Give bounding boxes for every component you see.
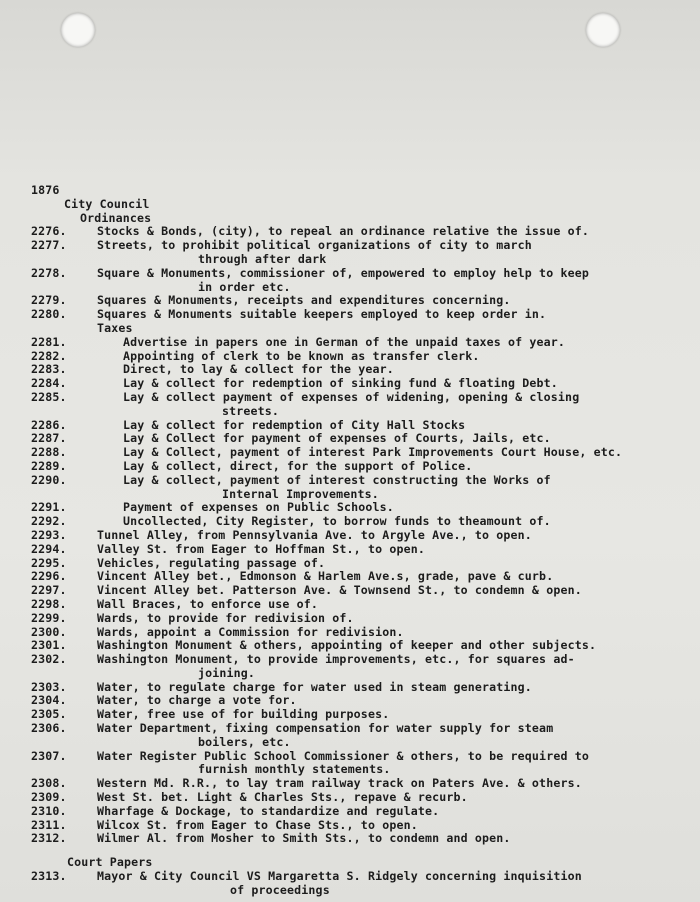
entry-number: 2291. <box>31 500 67 515</box>
entry-line <box>0 639 700 653</box>
entry-text: Direct, to lay & collect for the year. <box>123 362 394 377</box>
entry-line <box>0 884 700 898</box>
entry-line <box>0 336 700 350</box>
entry-number: 2289. <box>31 458 67 473</box>
entry-text: Lay & Collect, payment of interest Park Improvements Court House, etc. <box>123 445 623 460</box>
punch-hole-left <box>61 13 95 47</box>
entry-continuation: of proceedings <box>230 882 330 897</box>
entry-number: 2309. <box>31 790 67 805</box>
entry-number: 2313. <box>31 869 67 884</box>
entry-text: Tunnel Alley, from Pennsylvania Ave. to Argyle Ave., to open. <box>97 527 532 542</box>
entry-text: Wilcox St. from Eager to Chase Sts., to open. <box>97 817 418 832</box>
entry-line <box>0 239 700 253</box>
entry-number: 2297. <box>31 583 67 598</box>
entry-line <box>0 819 700 833</box>
entry-text: Square & Monuments, commissioner of, empowered to employ help to keep <box>97 265 589 280</box>
entry-line <box>0 474 700 488</box>
entry-continuation: in order etc. <box>198 279 291 294</box>
entry-number: 2304. <box>31 693 67 708</box>
entry-text: Wards, to provide for redivision of. <box>97 610 354 625</box>
entry-text: Wards, appoint a Commission for redivision. <box>97 624 404 639</box>
entry-line <box>0 363 700 377</box>
entry-number: 2312. <box>31 831 67 846</box>
entry-text: Western Md. R.R., to lay tram railway track on Paters Ave. & others. <box>97 776 582 791</box>
entry-text: Lay & collect for redemption of sinking fund & floating Debt. <box>123 376 558 391</box>
taxes-heading: Taxes <box>97 320 133 335</box>
entry-line <box>0 708 700 722</box>
court-papers-heading: Court Papers <box>67 855 153 870</box>
entry-number: 2298. <box>31 596 67 611</box>
entry-text: Advertise in papers one in German of the unpaid taxes of year. <box>123 334 566 349</box>
entry-text: Water Register Public School Commissioner & others, to be required to <box>97 748 589 763</box>
punch-hole-right <box>586 13 620 47</box>
entry-line <box>0 432 700 446</box>
entry-line <box>0 570 700 584</box>
entry-number: 2303. <box>31 679 67 694</box>
entry-number: 2302. <box>31 652 67 667</box>
entry-text: Water Department, fixing compensation for water supply for steam <box>97 721 554 736</box>
entry-number: 2282. <box>31 348 67 363</box>
entry-line <box>0 515 700 529</box>
entry-line <box>0 584 700 598</box>
entry-continuation: streets. <box>222 403 280 418</box>
entry-line <box>0 750 700 764</box>
entry-line <box>0 501 700 515</box>
entry-continuation: furnish monthly statements. <box>198 762 391 777</box>
entry-line <box>0 791 700 805</box>
entry-line <box>0 557 700 571</box>
entry-text: Lay & collect, payment of interest constructing the Works of <box>123 472 551 487</box>
entry-line <box>0 391 700 405</box>
entry-number: 2296. <box>31 569 67 584</box>
entry-text: Water, to charge a vote for. <box>97 693 297 708</box>
entry-number: 2279. <box>31 293 67 308</box>
entry-line <box>0 626 700 640</box>
year-heading: 1876 <box>31 183 60 197</box>
entry-number: 2308. <box>31 776 67 791</box>
entry-text: Mayor & City Council VS Margaretta S. Ridgely concerning inquisition <box>97 869 582 884</box>
entry-number: 2286. <box>31 417 67 432</box>
entry-number: 2300. <box>31 624 67 639</box>
entry-line <box>0 350 700 364</box>
entry-number: 2292. <box>31 514 67 529</box>
entry-text: Streets, to prohibit political organizations of city to march <box>97 238 532 253</box>
entry-number: 2277. <box>31 238 67 253</box>
entry-text: Washington Monument & others, appointing of keeper and other subjects. <box>97 638 597 653</box>
entry-text: Water, to regulate charge for water used in steam generating. <box>97 679 532 694</box>
entry-continuation: Internal Improvements. <box>222 486 379 501</box>
entry-number: 2310. <box>31 803 67 818</box>
entry-text: Wharfage & Dockage, to standardize and regulate. <box>97 803 440 818</box>
entry-line <box>0 832 700 846</box>
entry-text: Uncollected, City Register, to borrow funds to theamount of. <box>123 514 551 529</box>
entry-text: Appointing of clerk to be known as transfer clerk. <box>123 348 480 363</box>
entry-text: Lay & collect for redemption of City Hall Stocks <box>123 417 466 432</box>
entry-line <box>0 225 700 239</box>
entry-number: 2293. <box>31 527 67 542</box>
entry-text: Washington Monument, to provide improvements, etc., for squares ad- <box>97 652 575 667</box>
entry-number: 2306. <box>31 721 67 736</box>
entry-continuation: joining. <box>198 665 256 680</box>
entry-number: 2283. <box>31 362 67 377</box>
subsection-heading: Ordinances <box>80 210 152 225</box>
entry-text: Vincent Alley bet., Edmonson & Harlem Ave.s, grade, pave & curb. <box>97 569 554 584</box>
entry-number: 2287. <box>31 431 67 446</box>
entry-continuation: boilers, etc. <box>198 734 291 749</box>
entry-line <box>0 612 700 626</box>
entry-number: 2305. <box>31 707 67 722</box>
entry-text: Squares & Monuments suitable keepers employed to keep order in. <box>97 307 547 322</box>
entry-text: Lay & collect, direct, for the support of Police. <box>123 458 473 473</box>
entry-text: Payment of expenses on Public Schools. <box>123 500 394 515</box>
entry-number: 2281. <box>31 334 67 349</box>
entry-line <box>0 667 700 681</box>
entry-line <box>0 870 700 884</box>
entry-number: 2276. <box>31 224 67 239</box>
entry-line <box>0 543 700 557</box>
entry-line <box>0 805 700 819</box>
entry-line <box>0 281 700 295</box>
entry-number: 2311. <box>31 817 67 832</box>
entry-text: Vehicles, regulating passage of. <box>97 555 326 570</box>
entry-number: 2288. <box>31 445 67 460</box>
entry-line <box>0 598 700 612</box>
entry-line <box>0 377 700 391</box>
entry-text: Wall Braces, to enforce use of. <box>97 596 319 611</box>
document-text <box>0 184 700 898</box>
entry-number: 2307. <box>31 748 67 763</box>
entry-line <box>0 763 700 777</box>
entry-line <box>0 308 700 322</box>
entry-number: 2294. <box>31 541 67 556</box>
entry-line <box>0 419 700 433</box>
entry-number: 2285. <box>31 389 67 404</box>
entry-line <box>0 446 700 460</box>
entry-line <box>0 722 700 736</box>
entry-number: 2299. <box>31 610 67 625</box>
entry-number: 2295. <box>31 555 67 570</box>
entry-line <box>0 529 700 543</box>
section-heading: City Council <box>64 196 150 211</box>
entry-line <box>0 460 700 474</box>
entry-line <box>0 681 700 695</box>
entry-text: Lay & collect payment of expenses of widening, opening & closing <box>123 389 580 404</box>
entry-line <box>0 405 700 419</box>
entry-number: 2301. <box>31 638 67 653</box>
entry-line <box>0 267 700 281</box>
entry-line <box>0 253 700 267</box>
entry-line <box>0 294 700 308</box>
entry-text: Squares & Monuments, receipts and expenditures concerning. <box>97 293 511 308</box>
entry-number: 2278. <box>31 265 67 280</box>
entry-text: Lay & Collect for payment of expenses of Courts, Jails, etc. <box>123 431 551 446</box>
entry-text: Valley St. from Eager to Hoffman St., to open. <box>97 541 425 556</box>
entry-continuation: through after dark <box>198 251 327 266</box>
entry-text: Stocks & Bonds, (city), to repeal an ordinance relative the issue of. <box>97 224 589 239</box>
entry-line <box>0 694 700 708</box>
entry-line <box>0 653 700 667</box>
entry-number: 2290. <box>31 472 67 487</box>
entry-number: 2280. <box>31 307 67 322</box>
entry-line <box>0 488 700 502</box>
entry-text: Water, free use of for building purposes. <box>97 707 390 722</box>
entry-line <box>0 777 700 791</box>
entry-text: Wilmer Al. from Mosher to Smith Sts., to condemn and open. <box>97 831 511 846</box>
entry-number: 2284. <box>31 376 67 391</box>
entry-line <box>0 736 700 750</box>
entry-text: Vincent Alley bet. Patterson Ave. & Townsend St., to condemn & open. <box>97 583 582 598</box>
entry-text: West St. bet. Light & Charles Sts., repave & recurb. <box>97 790 468 805</box>
